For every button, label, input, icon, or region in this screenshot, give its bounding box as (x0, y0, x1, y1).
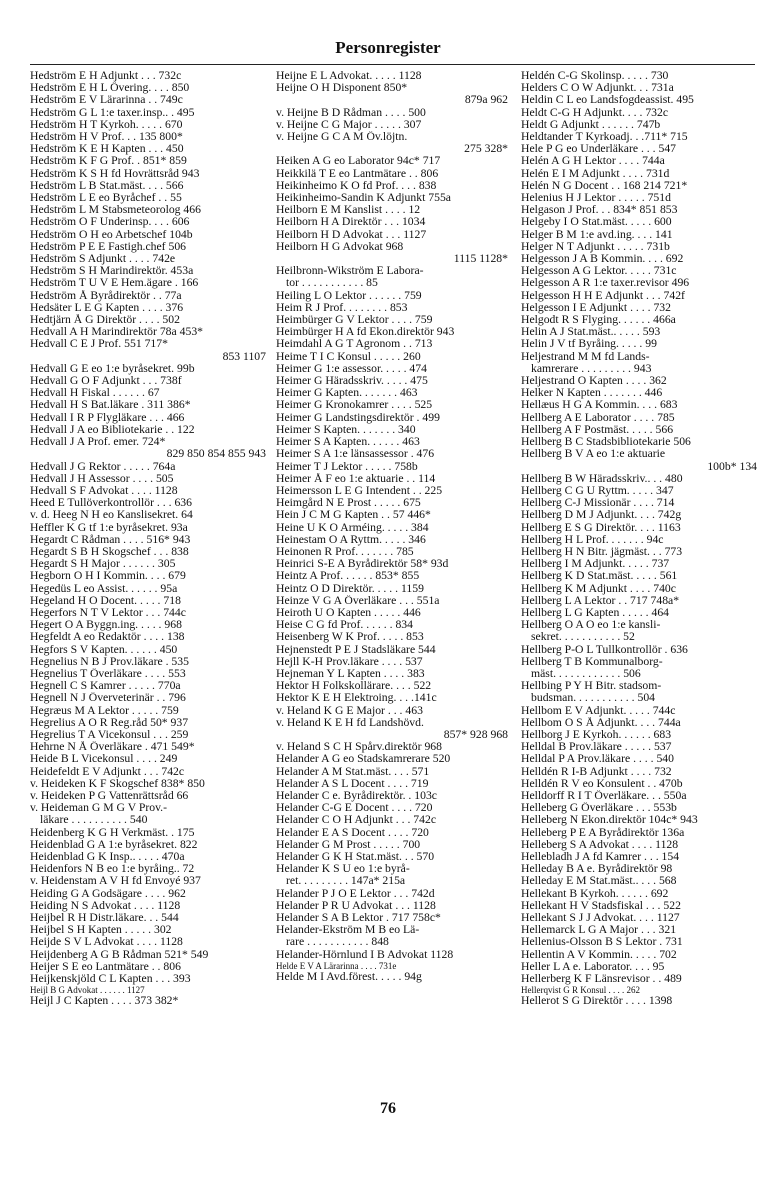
register-entry: Hellerqvist G R Konsul . . . . 262 (521, 985, 640, 996)
register-entry: Heimer S A 1:e länsassessor . 476 (276, 448, 435, 461)
register-entry-continuation: läkare . . . . . . . . . . 540 (40, 814, 148, 827)
register-entry: Hellberg P-O L Tullkontrollör . 636 (521, 643, 688, 656)
register-entry: Heimgård N E Prost . . . . . 675 (276, 497, 421, 510)
register-entry: Heijbel R H Distr.läkare. . . 544 (30, 912, 179, 925)
register-entry: Hedvall H S Bat.läkare . 311 386* (30, 399, 191, 412)
register-entry-continuation: ret. . . . . . . . . 147a* 215a (286, 875, 406, 888)
register-entry-continuation: budsman. . . . . . . . . . . 504 (531, 692, 656, 705)
register-entry-continuation: 100b* 134 (707, 460, 757, 473)
register-entry: Hellebladh J A fd Kamrer . . . 154 (521, 851, 680, 863)
register-entry: Heijdenberg A G B Rådman 521* 549 (30, 948, 209, 961)
register-column-1 (30, 70, 266, 1007)
register-entry: Heiroth U O Kapten . . . . . 446 (276, 606, 421, 619)
register-entry: Heldén C-G Skolinsp. . . . . 730 (521, 70, 669, 82)
register-entry: Hellberg B C Stadsbibliotekarie 506 (521, 436, 691, 449)
register-entry: Heldt C-G H Adjunkt. . . . 732c (521, 106, 669, 119)
register-entry: Helger N T Adjunkt . . . . . 731b (521, 240, 670, 253)
register-entry: Hellberg E S G Direktör. . . . 1163 (521, 521, 681, 534)
register-entry: Heine U K O Arméing. . . . . 384 (276, 521, 429, 534)
register-entry: Hektor K E H Elektroing. . . .141c (276, 692, 437, 705)
register-entry: Helgesson H H E Adjunkt . . . 742f (521, 289, 685, 302)
register-entry: Hegardt S B H Skogschef . . . 838 (30, 545, 189, 558)
register-entry: Heinrici S-E A Byrådirektör 58* 93d (276, 558, 449, 571)
register-entry: Hele P G eo Underläkare . . . 547 (521, 143, 677, 156)
register-entry-continuation: kamrerare . . . . . . . . . 943 (531, 362, 652, 375)
register-entry: Heilborn H A Direktör . . . 1034 (276, 216, 426, 229)
register-entry: Heise C G fd Prof. . . . . . 834 (276, 619, 413, 632)
register-entry: Hegnell N J Överveterinär . . 796 (30, 692, 186, 705)
register-entry: Helén N G Docent . . 168 214 721* (521, 179, 688, 192)
register-entry: Heijbel S H Kapten . . . . . 302 (30, 924, 172, 937)
register-entry: Hegræus M A Lektor . . . . . 759 (30, 704, 179, 717)
register-entry: Hellbom O S Å Adjunkt. . . . 744a (521, 716, 681, 729)
register-entry: Heimersson L E G Intendent . . 225 (276, 484, 443, 497)
register-entry-continuation: rare . . . . . . . . . . . 848 (286, 936, 389, 949)
register-entry: Helgodt R S Flyging. . . . . . 466a (521, 314, 676, 327)
register-entry: Heinze V G A Överläkare . . . 551a (276, 594, 440, 607)
register-entry: Helander G M Prost . . . . . 700 (276, 838, 421, 851)
page-title: Personregister (335, 38, 441, 57)
register-entry: v. Heideken K F Skogschef 838* 850 (30, 777, 205, 790)
register-entry-continuation: tor . . . . . . . . . . . 85 (286, 277, 378, 290)
register-entry: Hellberg C-J Missionär . . . . 714 (521, 497, 675, 510)
register-entry: Heldin C L eo Landsfogdeassist. 495 (521, 94, 694, 107)
register-entry: Heidefeldt E V Adjunkt . . . 742c (30, 765, 185, 778)
register-entry-continuation: 853 1107 (222, 350, 266, 363)
register-entry: Heidenfors N B eo 1:e byråing.. 72 (30, 863, 195, 876)
register-entry: v. Heland K G E Major . . . 463 (276, 704, 423, 717)
register-entry: Heilborn H G Advokat 968 (276, 240, 404, 253)
register-entry: Hedvall G O F Adjunkt . . . 738f (30, 375, 182, 388)
register-entry: Hellekant H V Stadsfiskal . . . 522 (521, 899, 681, 912)
register-entry: Helldal P A Prov.läkare . . . . 540 (521, 753, 674, 766)
register-entry: Hellekant S J J Advokat. . . . 1127 (521, 912, 680, 925)
register-entry: Heimer G 1:e assessor. . . . . 474 (276, 362, 427, 375)
register-entry: Heimbürger G V Lektor . . . . 759 (276, 314, 433, 327)
register-entry: Hedström E V Lärarinna . . 749c (30, 94, 183, 107)
register-entry: Heljestrand O Kapten . . . . 362 (521, 375, 667, 388)
register-entry-continuation: sekret. . . . . . . . . . . 52 (531, 631, 635, 644)
register-entry: v. Heland S C H Spårv.direktör 968 (276, 741, 442, 754)
register-entry: Hegfors S V Kapten. . . . . . 450 (30, 643, 178, 656)
register-entry: v. d. Heeg N H eo Kanslisekret. 64 (30, 509, 193, 522)
register-entry: Heimer S Kapten. . . . . . . 340 (276, 423, 416, 436)
register-entry: Hedström O H eo Arbetschef 104b (30, 228, 193, 241)
register-entry: Hellentin A V Kommin. . . . . 702 (521, 948, 677, 961)
register-entry: Hellberg H N Bitr. jägmäst. . . 773 (521, 545, 683, 558)
register-entry: Hellberg K D Stat.mäst. . . . . 561 (521, 570, 678, 583)
register-entry: Hedström K S H fd Hovrättsråd 943 (30, 167, 200, 180)
register-entry: Helde M I Avd.förest. . . . . 94g (276, 970, 422, 983)
register-entry: Hellberg A E Laborator . . . . 785 (521, 411, 675, 424)
register-entry: Hegardt C Rådman . . . . 516* 943 (30, 533, 191, 546)
register-entry: Helander E A S Docent . . . . 720 (276, 826, 429, 839)
register-entry: Helgesson A R 1:e taxer.revisor 496 (521, 277, 690, 290)
register-entry: Hegardt S H Major . . . . . . 305 (30, 558, 176, 571)
register-entry: Hedvall H Fiskal . . . . . . 67 (30, 387, 160, 400)
register-entry: Heim R J Prof. . . . . . . . 853 (276, 301, 408, 314)
register-entry: Heiding N S Advokat . . . . 1128 (30, 899, 181, 912)
register-entry: Hedström S H Marindirektör. 453a (30, 265, 194, 278)
register-entry: Helin A J Stat.mäst.. . . . . 593 (521, 326, 661, 339)
register-entry: Heikinheimo-Sandin K Adjunkt 755a (276, 192, 451, 205)
register-entry: Hedström T U V E Hem.ägare . 166 (30, 277, 199, 290)
register-entry: Hellberg C G U Ryttm. . . . . 347 (521, 484, 674, 497)
register-entry: Hedvall S F Advokat . . . . 1128 (30, 484, 178, 497)
register-entry-continuation: 829 850 854 855 943 (166, 448, 266, 461)
register-entry: Heijl J C Kapten . . . . 373 382* (30, 995, 179, 1008)
register-entry: Hellbom E V Adjunkt. . . . . 744c (521, 704, 676, 717)
register-entry: Heijer S E eo Lantmätare . . 806 (30, 960, 181, 973)
register-entry: Helgeby I O Stat.mäst. . . . . 600 (521, 216, 672, 229)
register-entry: Hellekant B Kyrkoh. . . . . . 692 (521, 887, 669, 900)
register-entry: Hegrelius A O R Reg.råd 50* 937 (30, 716, 189, 729)
register-entry: Heiken A G eo Laborator 94c* 717 (276, 155, 441, 168)
register-entry: Helander G K H Stat.mäst. . . 570 (276, 851, 435, 863)
register-entry: Heijne O H Disponent 850* (276, 82, 408, 95)
register-column-3 (521, 70, 757, 1007)
register-entry: Hedström H T Kyrkoh. . . . . 670 (30, 118, 183, 131)
register-entry: Hedtjärn Å G Direktör . . . . 502 (30, 314, 180, 327)
register-entry: Heinestam O A Ryttm. . . . . 346 (276, 533, 426, 546)
register-entry: Heed E Tullöverkontrollör . . . 636 (30, 497, 192, 510)
register-entry: Heffler K G tf 1:e byråsekret. 93a (30, 521, 188, 534)
register-entry: Helldén R V eo Konsulent . . 470b (521, 777, 683, 790)
register-entry: Hedström L B Stat.mäst. . . . 566 (30, 179, 184, 192)
register-entry: Heintz O D Direktör. . . . . 1159 (276, 582, 424, 595)
register-entry: Hedvall C E J Prof. 551 717* (30, 338, 168, 351)
register-entry: Heijne E L Advokat. . . . . 1128 (276, 70, 422, 82)
register-entry: Hegedüs L eo Assist. . . . . . 95a (30, 582, 178, 595)
register-entry: Hedvall J A eo Bibliotekarie . . 122 (30, 423, 195, 436)
register-entry: Hejneman Y L Kapten . . . . 383 (276, 667, 425, 680)
register-entry: v. Heideken P G Vattenrättsråd 66 (30, 789, 189, 802)
register-entry: Hedström K E H Kapten . . . 450 (30, 143, 184, 156)
register-entry: Hedvall G E eo 1:e byråsekret. 99b (30, 362, 195, 375)
register-entry: Hejll K-H Prov.läkare . . . . 537 (276, 655, 423, 668)
register-entry: Heimbürger H A fd Ekon.direktör 943 (276, 326, 455, 339)
register-entry: Hellborg J E Kyrkoh. . . . . . 683 (521, 728, 672, 741)
register-entry: Heijde S V L Advokat . . . . 1128 (30, 936, 183, 949)
register-entry: Helleberg S A Advokat . . . . 1128 (521, 838, 679, 851)
register-entry: Helldal B Prov.läkare . . . . . 537 (521, 741, 672, 754)
register-entry: v. Heidenstam A V H fd Envoyé 937 (30, 875, 201, 888)
register-entry: Helleday E M Stat.mäst.. . . . 568 (521, 875, 677, 888)
register-entry: Helleberg P E A Byrådirektör 136a (521, 826, 685, 839)
register-entry: Helenius H J Lektor . . . . . 751d (521, 192, 671, 205)
register-entry: Helleday B A e. Byrådirektör 98 (521, 863, 673, 876)
register-entry: v. Heijne B D Rådman . . . . 500 (276, 106, 426, 119)
register-entry: Helgesson A G Lektor. . . . . 731c (521, 265, 677, 278)
register-entry: Hejnenstedt P E J Stadsläkare 544 (276, 643, 436, 656)
register-entry: Hellberg K M Adjunkt . . . . 740c (521, 582, 676, 595)
register-entry: Hegrelius T A Vicekonsul . . . 259 (30, 728, 189, 741)
register-entry: Hektor H Folkskollärare. . . . 522 (276, 680, 432, 693)
register-entry: Helander A M Stat.mäst. . . . 571 (276, 765, 430, 778)
register-entry: Hellberg L A Lektor . . 717 748a* (521, 594, 680, 607)
register-entry: Hellberg B V A eo 1:e aktuarie (521, 448, 666, 461)
register-entry: Hedström G L 1:e taxer.insp.. . 495 (30, 106, 195, 119)
register-entry: Hedvall J A Prof. emer. 724* (30, 436, 166, 449)
register-entry: Helde E V A Lärarinna . . . . 731e (276, 960, 397, 971)
register-entry: v. Heijne G C A M Öv.löjtn. (276, 131, 408, 144)
register-entry: Heinonen R Prof. . . . . . . 785 (276, 545, 414, 558)
register-entry: Helin J V tf Byråing. . . . . 99 (521, 338, 657, 351)
register-entry: Helander A G eo Stadskamrerare 520 (276, 753, 451, 766)
register-entry: Hedström P E E Fastigh.chef 506 (30, 240, 187, 253)
register-entry: Helger B M 1:e avd.ing. . . . 141 (521, 228, 673, 241)
register-entry: Hedvall A H Marindirektör 78a 453* (30, 326, 204, 339)
register-entry: Hellerberg K F Länsrevisor . . 489 (521, 973, 682, 986)
register-entry: Hellerot S G Direktör . . . . 1398 (521, 995, 673, 1008)
register-entry: Hedvall J H Assessor . . . . 505 (30, 472, 174, 485)
register-entry: Heidenblad G K Insp.. . . . . 470a (30, 851, 185, 863)
register-entry: Heldtander T Kyrkoadj. . .711* 715 (521, 131, 688, 144)
register-entry: Heljestrand M M fd Lands- (521, 350, 650, 363)
register-entry: Helldén R I-B Adjunkt . . . . 732 (521, 765, 672, 778)
register-entry: Heldt G Adjunkt . . . . . . 747b (521, 118, 661, 131)
register-entry: Hellæus H G A Kommin. . . . 683 (521, 399, 678, 412)
register-entry: Helgesson I E Adjunkt . . . . 732 (521, 301, 671, 314)
register-entry: Helander C O H Adjunkt . . . 742c (276, 814, 437, 827)
register-entry: Helén E I M Adjunkt . . . . 731d (521, 167, 670, 180)
register-entry: Hedström S Adjunkt . . . . 742e (30, 253, 176, 266)
register-entry: Hein J C M G Kapten . . 57 446* (276, 509, 431, 522)
register-entry: Heijkenskjöld C L Kapten . . . 393 (30, 973, 191, 986)
register-entry: Heintz A Prof. . . . . . 853* 855 (276, 570, 420, 583)
register-entry: Heidenblad G A 1:e byråsekret. 822 (30, 838, 198, 851)
register-entry: Heijl B G Advokat . . . . . . 1127 (30, 985, 145, 996)
register-entry: Hellenius-Olsson B S Lektor . 731 (521, 936, 683, 949)
register-entry: Hellberg O A O eo 1:e kansli- (521, 619, 661, 632)
register-entry: Hedström O F Underinsp. . . . 606 (30, 216, 190, 229)
register-entry: Helander P J O E Lektor . . . 742d (276, 887, 435, 900)
register-entry: Heller L A e. Laborator. . . . 95 (521, 960, 665, 973)
register-entry: Hellberg H L Prof. . . . . . . 94c (521, 533, 664, 546)
register-entry: Hedström Å Byrådirektör . . 77a (30, 289, 182, 302)
register-entry-continuation: 275 328* (464, 143, 508, 156)
register-entry: v. Heideman G M G V Prov.- (30, 802, 167, 815)
register-entry: v. Heland K E H fd Landshövd. (276, 716, 424, 729)
register-entry: Heimer G Kapten. . . . . . . 463 (276, 387, 418, 400)
header-rule (30, 64, 755, 65)
register-entry: Helgason J Prof. . . 834* 851 853 (521, 204, 678, 217)
register-entry: Heilbronn-Wikström E Labora- (276, 265, 424, 278)
register-entry: Hegerfors N T V Lektor . . . 744c (30, 606, 186, 619)
register-column-2 (276, 70, 508, 983)
register-entry: Heimer G Kronokamrer . . . . 525 (276, 399, 433, 412)
register-entry: Helander-Ekström M B eo Lä- (276, 924, 420, 937)
register-entry: Hedström L M Stabsmeteorolog 466 (30, 204, 201, 217)
register-entry: Heilborn E M Kanslist . . . . 12 (276, 204, 421, 217)
register-entry: Heide B L Vicekonsul . . . . 249 (30, 753, 178, 766)
register-entry: Hedvall J G Rektor . . . . . 764a (30, 460, 176, 473)
register-entry: Hegnell C S Kamrer . . . . . 770a (30, 680, 181, 693)
register-entry: Helgesson J A B Kommin. . . . 692 (521, 253, 684, 266)
register-entry: Hellemarck L G A Major . . . 321 (521, 924, 677, 937)
register-entry: Heilborn H D Advokat . . . 1127 (276, 228, 427, 241)
register-entry: Heimer S A Kapten. . . . . . 463 (276, 436, 420, 449)
register-entry: Hellberg L G Kapten . . . . . 464 (521, 606, 670, 619)
register-entry: Hedström E H L Övering. . . . 850 (30, 82, 190, 95)
register-entry: Heimdahl A G T Agronom . . 713 (276, 338, 433, 351)
register-entry: Helander C e. Byrådirektör. . 103c (276, 789, 437, 802)
register-entry: Helleberg G Överläkare . . . 553b (521, 802, 677, 815)
register-entry: Heikkilä T E eo Lantmätare . . 806 (276, 167, 439, 180)
register-entry: Helander C-G E Docent . . . . 720 (276, 802, 433, 815)
register-entry: Helker N Kapten . . . . . . . 446 (521, 387, 663, 400)
register-entry: Heiling L O Lektor . . . . . . 759 (276, 289, 422, 302)
register-entry: Helleberg N Ekon.direktör 104c* 943 (521, 814, 698, 827)
register-entry: Hellberg I M Adjunkt. . . . . 737 (521, 558, 670, 571)
register-entry: Heikinheimo K O fd Prof. . . . 838 (276, 179, 437, 192)
register-entry: Hegnelius T Överläkare . . . . 553 (30, 667, 186, 680)
register-entry: v. Heijne C G Major . . . . . 307 (276, 118, 422, 131)
register-entry: Heiding G A Godsägare . . . . 962 (30, 887, 186, 900)
register-entry: Hegborn O H I Kommin. . . . 679 (30, 570, 186, 583)
register-entry: Helander P R U Advokat . . . 1128 (276, 899, 436, 912)
register-entry: Hellbing P Y H Bitr. stadsom- (521, 680, 662, 693)
register-entry: Helander S A B Lektor . 717 758c* (276, 912, 441, 925)
register-entry: Hehrne N Å Överläkare . 471 549* (30, 741, 195, 754)
register-entry: Helander A S L Docent . . . . 719 (276, 777, 429, 790)
register-entry: Hedström K F G Prof. . 851* 859 (30, 155, 187, 168)
register-entry: Heisenberg W K Prof. . . . . 853 (276, 631, 424, 644)
register-entry: Hellberg T B Kommunalborg- (521, 655, 663, 668)
register-entry: Helders C O W Adjunkt. . . 731a (521, 82, 674, 95)
register-entry: Heimer T J Lektor . . . . . 758b (276, 460, 418, 473)
register-entry: Helander-Hörnlund I B Advokat 1128 (276, 948, 454, 961)
register-entry: Hedström L E eo Byråchef . . 55 (30, 192, 182, 205)
register-entry-continuation: 1115 1128* (453, 253, 508, 266)
register-entry: Hellberg A F Postmäst. . . . . 566 (521, 423, 674, 436)
register-entry: Heimer G Landstingsdirektör . 499 (276, 411, 440, 424)
register-entry-continuation: 879a 962 (464, 94, 508, 107)
register-entry: Hedvall I R P Flygläkare . . . 466 (30, 411, 185, 424)
register-entry: Hegfeldt A eo Redaktör . . . . 138 (30, 631, 185, 644)
register-entry: Hegeland H O Docent. . . . . 718 (30, 594, 181, 607)
register-entry: Hegert O A Byggn.ing. . . . . 968 (30, 619, 182, 632)
register-entry: Heidenberg K G H Verkmäst. . 175 (30, 826, 195, 839)
register-entry: Hedström E H Adjunkt . . . 732c (30, 70, 182, 82)
page-number: 76 (380, 1100, 396, 1117)
register-entry: Heimer Å F eo 1:e aktuarie . . 114 (276, 472, 436, 485)
register-entry: Hellberg D M J Adjunkt. . . . 742g (521, 509, 682, 522)
register-entry: Hedsäter L E G Kapten . . . . 376 (30, 301, 184, 314)
register-entry-continuation: mäst. . . . . . . . . . . . 506 (531, 667, 641, 680)
register-entry: Helldorff R I T Överläkare. . . 550a (521, 789, 687, 802)
register-entry: Helander K S U eo 1:e byrå- (276, 863, 410, 876)
register-entry: Heimer G Häradsskriv. . . . . 475 (276, 375, 428, 388)
register-entry: Heime T I C Konsul . . . . . 260 (276, 350, 421, 363)
register-entry: Helén A G H Lektor . . . . 744a (521, 155, 665, 168)
register-entry-continuation: 857* 928 968 (443, 728, 508, 741)
register-entry: Hegnelius N B J Prov.läkare . 535 (30, 655, 189, 668)
register-entry: Hellberg B W Häradsskriv.. . . 480 (521, 472, 683, 485)
register-entry: Hedström H V Prof. . . 135 800* (30, 131, 183, 144)
